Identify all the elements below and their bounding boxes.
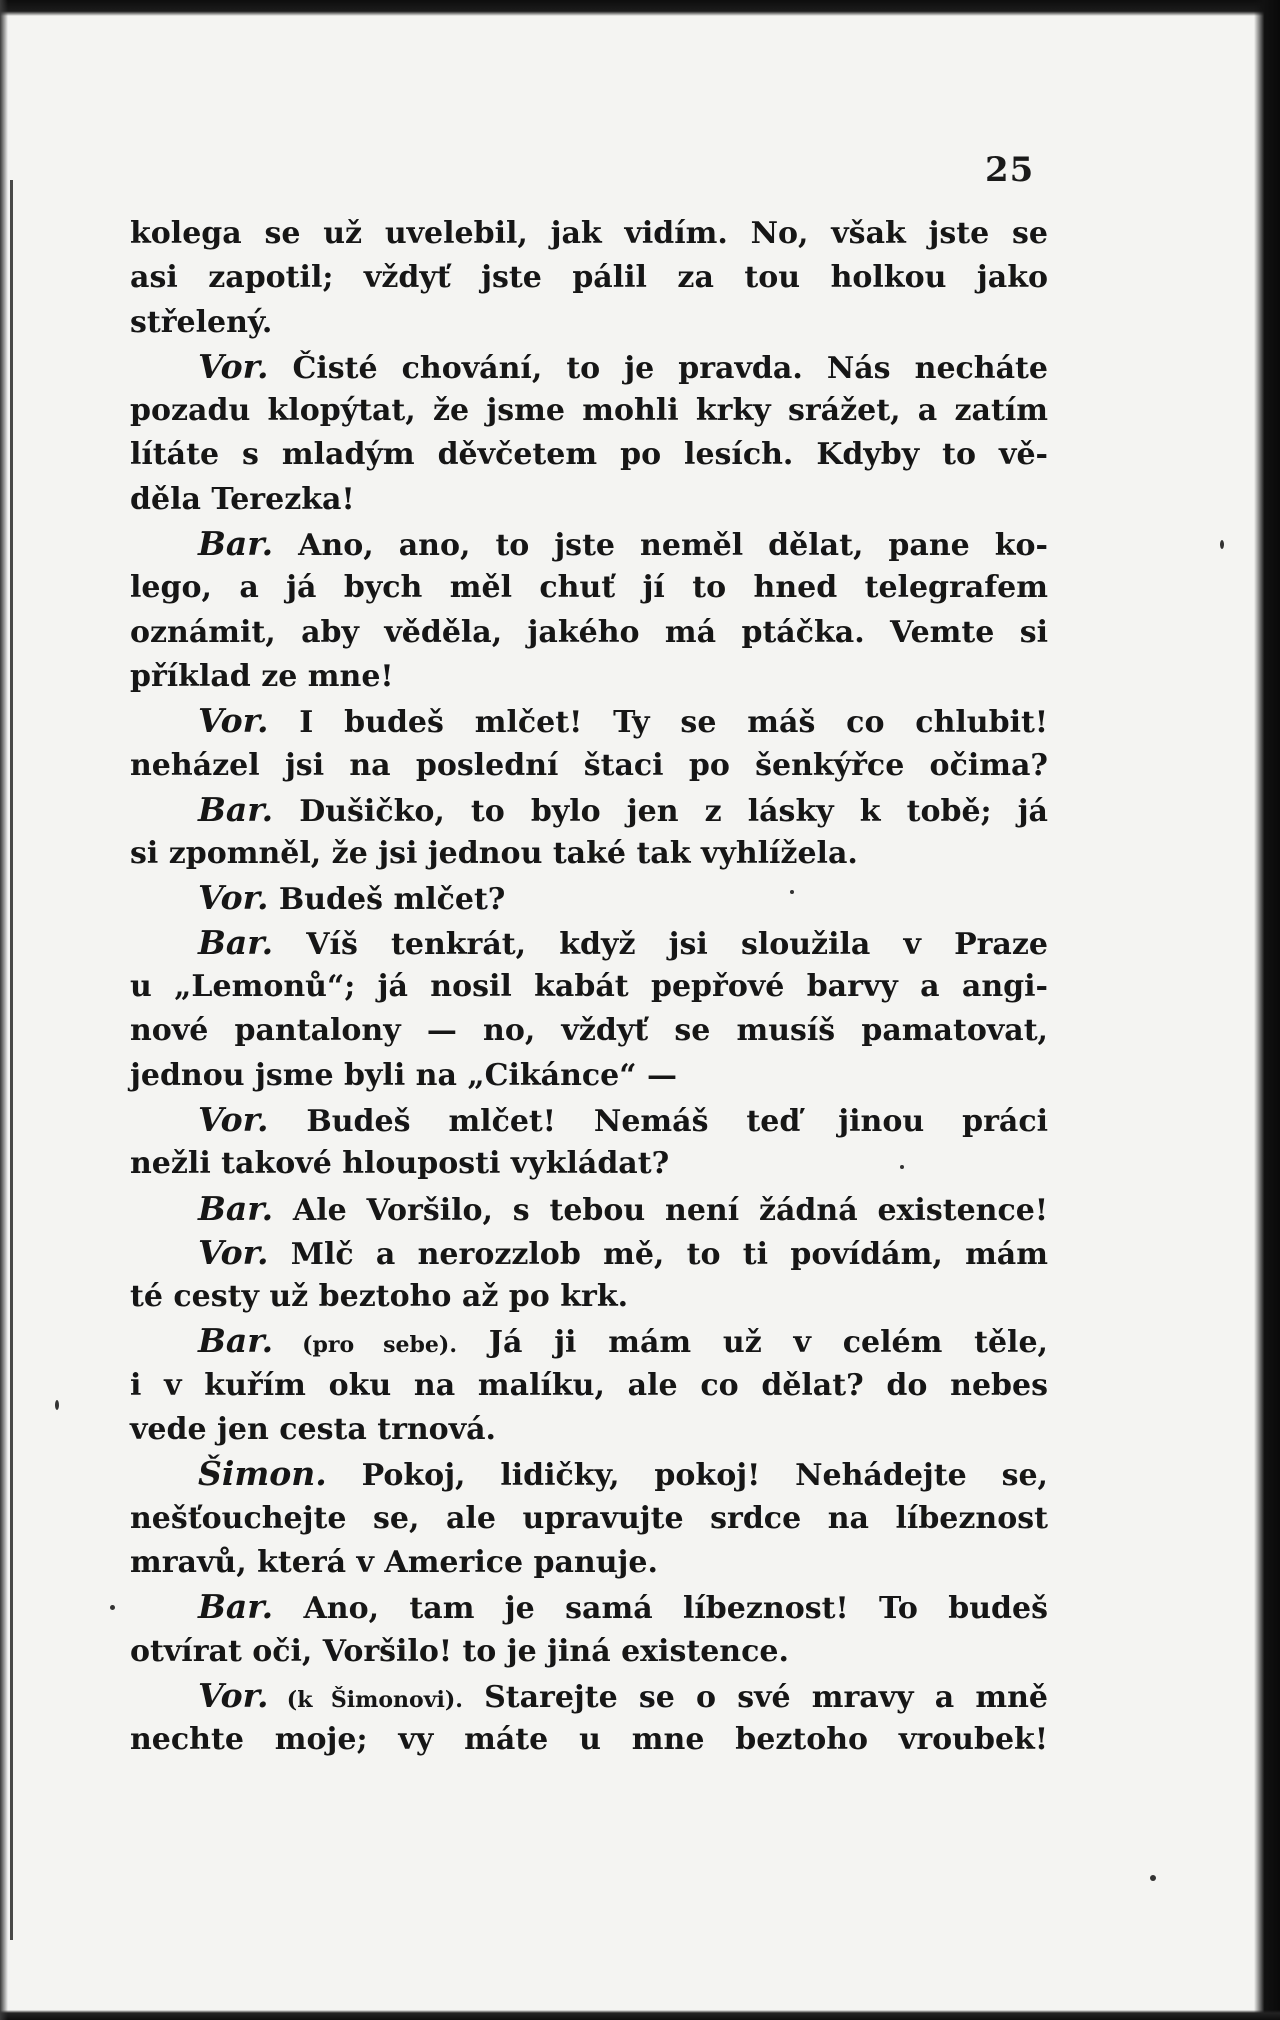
- line-text: lego, a já bych měl chuť jí to hned telegrafem: [130, 570, 1048, 606]
- line-text: střelený.: [130, 304, 273, 340]
- text-line: [130, 1142, 1048, 1186]
- line-text: otvírat oči, Voršilo! to je jiná existence.: [130, 1633, 789, 1669]
- speech-line: [130, 1452, 1048, 1496]
- speaker-name: Bar.: [198, 524, 274, 564]
- speech-line: [130, 1098, 1048, 1142]
- text-line: [130, 655, 1048, 699]
- speaker-name: Vor.: [198, 1675, 269, 1715]
- line-text: příklad ze mne!: [130, 658, 394, 694]
- scan-speck: [900, 1165, 904, 1169]
- speech-line: [130, 699, 1048, 743]
- line-text: neházel jsi na poslední štaci po šenkýřce očima?: [130, 747, 1048, 783]
- text-line: [130, 389, 1048, 433]
- text-line: [130, 433, 1048, 477]
- line-text: kolega se už uvelebil, jak vidím. No, však jste se: [130, 216, 1048, 251]
- line-text: nežli takové hlouposti vykládat?: [130, 1146, 670, 1182]
- text-line: [130, 212, 1048, 256]
- speaker-name: Bar.: [198, 1321, 274, 1361]
- speaker-name: Vor.: [198, 701, 269, 741]
- text-line: [130, 566, 1048, 610]
- text-line: [130, 1364, 1048, 1408]
- scan-speck: [790, 890, 794, 894]
- line-text: Budeš mlčet?: [268, 882, 506, 918]
- line-text: Čisté chování, to je pravda. Nás necháte: [268, 350, 1048, 386]
- text-line: [130, 256, 1048, 300]
- play-text: [130, 212, 1048, 1762]
- line-text: si zpomněl, že jsi jednou také tak vyhlížela.: [130, 836, 858, 872]
- scan-speck: [110, 1605, 115, 1610]
- text-line: [130, 1718, 1048, 1762]
- speaker-name: Vor.: [198, 1099, 269, 1139]
- line-text: I budeš mlčet! Ty se máš co chlubit!: [268, 705, 1048, 741]
- line-text: nešťouchejte se, ale upravujte srdce na líbeznost: [130, 1500, 1048, 1536]
- scan-speck: [55, 1400, 59, 1410]
- scan-border-top: [0, 0, 1280, 16]
- line-text: Ano, ano, to jste neměl dělat, pane ko-: [273, 528, 1048, 564]
- line-text: nechte moje; vy máte u mne beztoho vroubek!: [130, 1722, 1048, 1758]
- line-text: oznámit, aby věděla, jakého má ptáčka. Vemte si: [130, 614, 1048, 650]
- speaker-name: Šimon.: [198, 1454, 327, 1494]
- speech-line: [130, 345, 1048, 389]
- scan-speck: [1150, 1875, 1156, 1881]
- text-line: [130, 1541, 1048, 1585]
- line-text: vede jen cesta trnová.: [130, 1412, 497, 1448]
- text-line: [130, 478, 1048, 522]
- speech-line: [130, 1187, 1048, 1231]
- text-line: [130, 1497, 1048, 1541]
- line-text: Pokoj, lidičky, pokoj! Nehádejte se,: [326, 1458, 1048, 1494]
- speech-line: [130, 1319, 1048, 1363]
- speaker-name: Bar.: [198, 1188, 274, 1228]
- line-text: pozadu klopýtat, že jsme mohli krky srážet, a zatím: [130, 393, 1048, 429]
- line-text: Dušičko, to bylo jen z lásky k tobě; já: [273, 793, 1048, 829]
- text-line: [130, 744, 1048, 788]
- speech-line: [130, 1585, 1048, 1629]
- line-text: děla Terezka!: [130, 481, 355, 517]
- text-line: [130, 832, 1048, 876]
- scan-border-right: [1254, 0, 1280, 2020]
- line-text: u „Lemonů“; já nosil kabát pepřové barvy a angi-: [130, 969, 1048, 1005]
- speaker-name: Vor.: [198, 1232, 269, 1272]
- speaker-name: Vor.: [198, 878, 269, 918]
- text-line: [130, 1009, 1048, 1053]
- line-text: i v kuřím oku na malíku, ale co dělat? do nebes: [130, 1367, 1048, 1403]
- speaker-name: Bar.: [198, 789, 274, 829]
- text-line: [130, 1408, 1048, 1452]
- page-number: 25: [985, 150, 1035, 190]
- stage-direction: (pro sebe).: [273, 1332, 457, 1359]
- scan-speck: [1220, 540, 1224, 549]
- speech-line: [130, 1674, 1048, 1718]
- text-line: [130, 1630, 1048, 1674]
- scan-border-bottom: [0, 2010, 1280, 2020]
- text-line: [130, 965, 1048, 1009]
- speech-line: [130, 522, 1048, 566]
- line-text: Víš tenkrát, když jsi sloužila v Praze: [273, 926, 1048, 962]
- line-text: Ale Voršilo, s tebou není žádná existence!: [273, 1192, 1048, 1228]
- line-text: Ano, tam je samá líbeznost! To budeš: [273, 1591, 1048, 1627]
- speech-line: [130, 1231, 1048, 1275]
- text-line: [130, 1275, 1048, 1319]
- line-text: té cesty už beztoho až po krk.: [130, 1279, 629, 1315]
- line-text: jednou jsme byli na „Cikánce“ —: [130, 1057, 677, 1093]
- line-text: Mlč a nerozzlob mě, to ti povídám, mám: [268, 1236, 1048, 1272]
- speaker-name: Bar.: [198, 922, 274, 962]
- text-line: [130, 301, 1048, 345]
- speech-line: [130, 876, 1048, 920]
- speaker-name: Vor.: [198, 346, 269, 386]
- line-text: nové pantalony — no, vždyť se musíš pamatovat,: [130, 1013, 1048, 1049]
- line-text: Já ji mám už v celém těle,: [457, 1325, 1048, 1361]
- speech-line: [130, 788, 1048, 832]
- line-text: mravů, která v Americe panuje.: [130, 1544, 658, 1580]
- text-line: [130, 1054, 1048, 1098]
- speech-line: [130, 921, 1048, 965]
- text-line: [130, 611, 1048, 655]
- line-text: Starejte se o své mravy a mně: [462, 1679, 1049, 1715]
- scan-border-left: [0, 0, 8, 2020]
- stage-direction: (k Šimonovi).: [268, 1686, 463, 1713]
- line-text: asi zapotil; vždyť jste pálil za tou holkou jako: [130, 260, 1048, 296]
- speaker-name: Bar.: [198, 1587, 274, 1627]
- line-text: Budeš mlčet! Nemáš teď jinou práci: [268, 1103, 1048, 1139]
- line-text: lítáte s mladým děvčetem po lesích. Kdyby to vě-: [130, 437, 1048, 473]
- binding-shadow: [10, 180, 13, 1940]
